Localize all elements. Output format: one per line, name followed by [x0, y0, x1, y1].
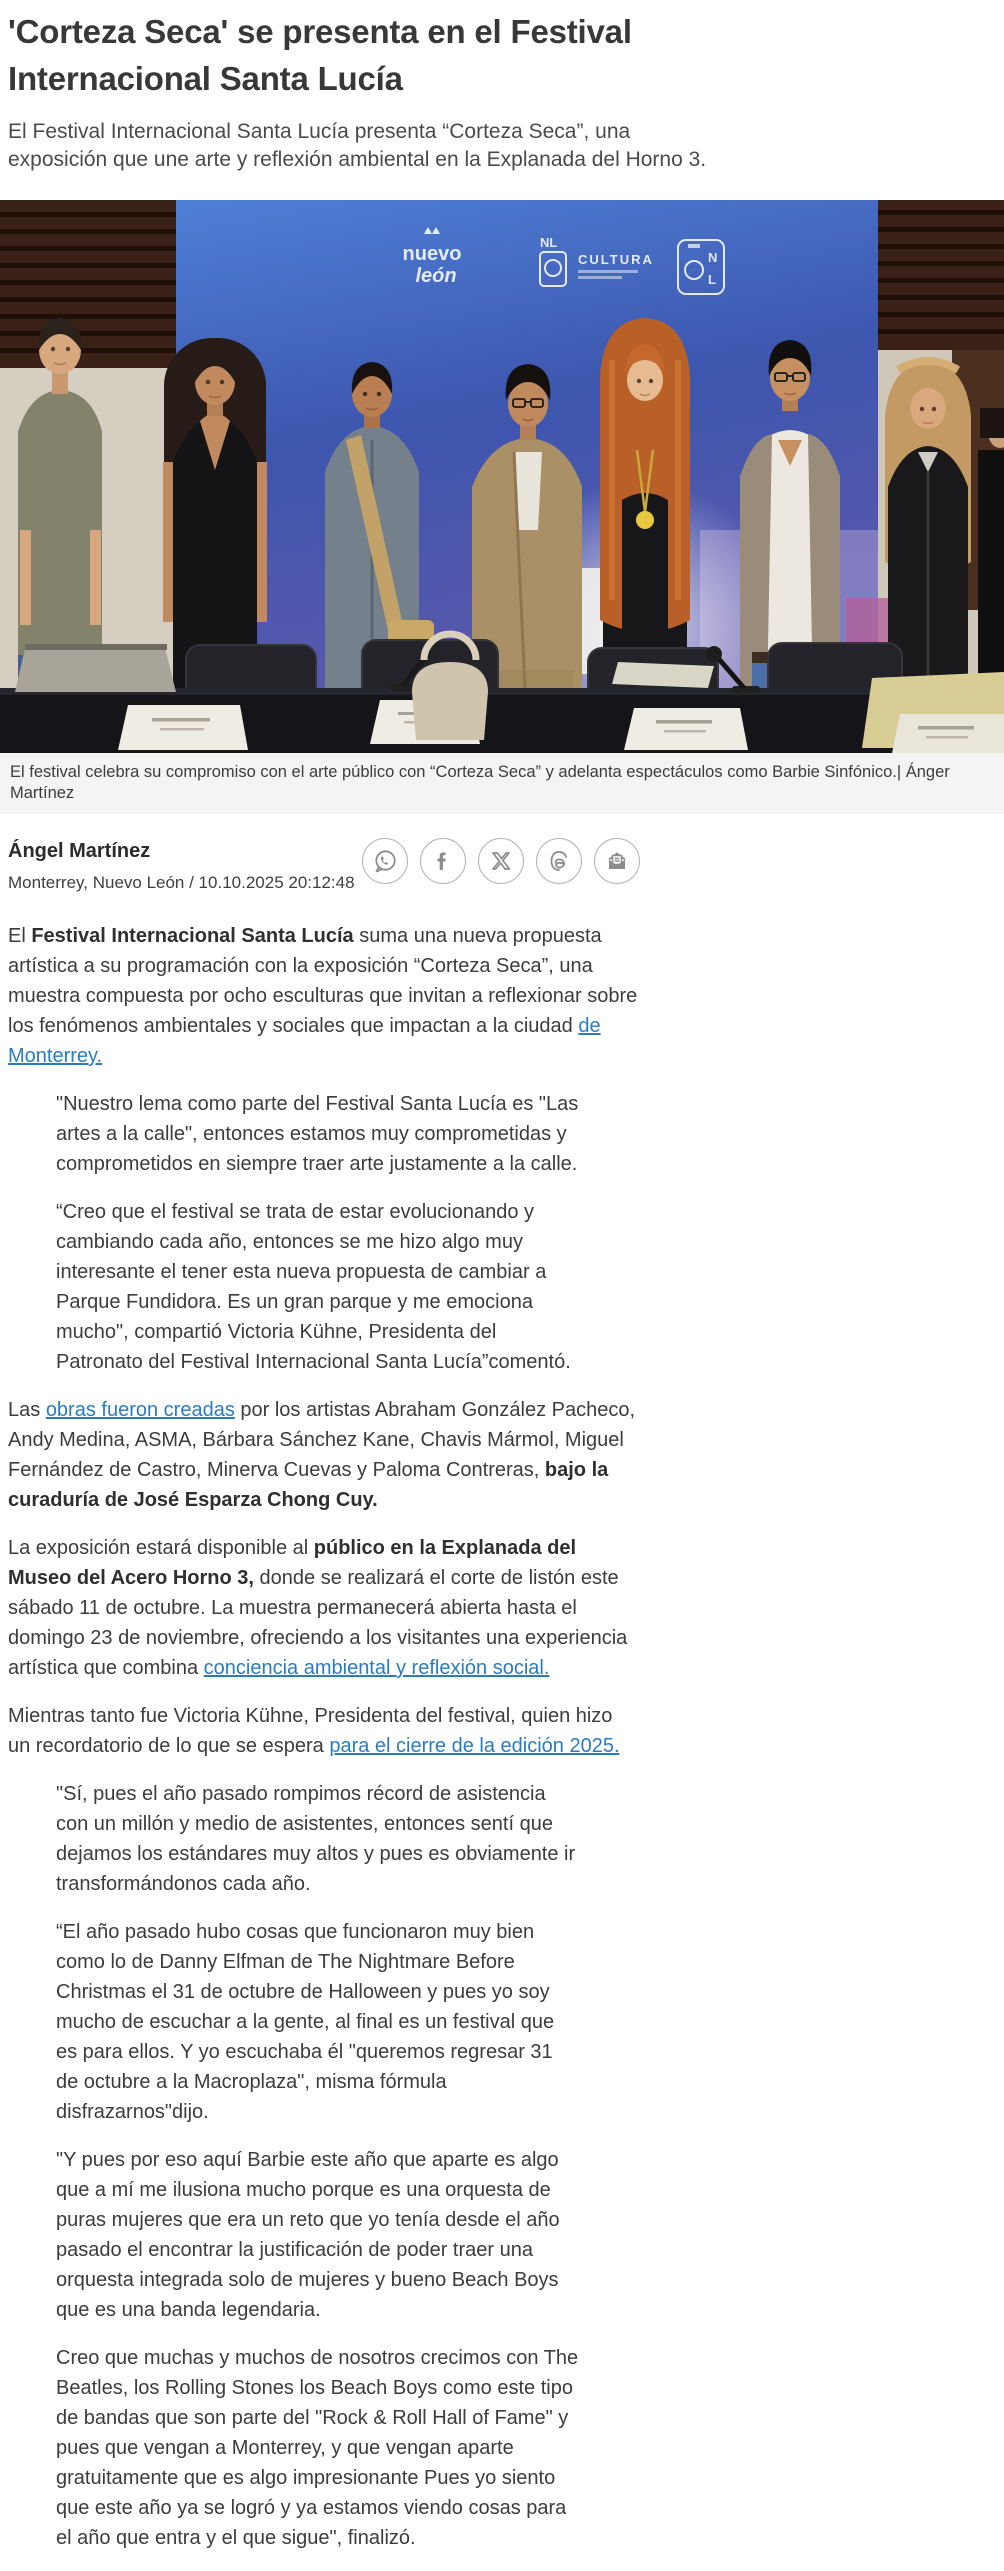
share-threads-button[interactable]	[536, 838, 582, 884]
inline-link[interactable]: de Monterrey.	[8, 1015, 601, 1067]
svg-text:CULTURA: CULTURA	[578, 252, 654, 267]
share-x-button[interactable]	[478, 838, 524, 884]
bold-text: Festival Internacional Santa Lucía	[31, 925, 354, 947]
text-segment: "Y pues por eso aquí Barbie este año que aparte es algo que a mí me ilusiona mucho porque es una orquesta de puras mujeres que era un reto que yo tenía desde el año pasado el encontrar la justificación de poder traer una orquesta integrada solo de mujeres y bueno Beach Boys que es una banda legendaria.	[56, 2149, 560, 2321]
text-segment: Creo que muchas y muchos de nosotros crecimos con The Beatles, los Rolling Stones los Beach Boys como este tipo de bandas que son parte del "Rock & Roll Hall of Fame" y pues que vengan a Monterrey, y que vengan aparte gratuitamente que es algo impresionante Pues yo siento que este año ya se logró y ya estamos viendo cosas para el año que entra y el que sigue", finalizó.	[56, 2347, 579, 2549]
article-paragraph	[8, 1533, 640, 1683]
dateline: Monterrey, Nuevo León / 10.10.2025 20:12:48	[8, 873, 355, 892]
text-segment: suma una nueva propuesta artística a su programación con la exposición “Corteza Seca”, una muestra compuesta por ocho esculturas que invitan a reflexionar sobre los fenómenos ambientales y sociales que impactan a la ciudad	[8, 925, 638, 1037]
press-photo	[0, 200, 1004, 753]
byline-row	[8, 836, 640, 893]
author-name: Ángel Martínez	[8, 840, 151, 862]
article-quote	[56, 1917, 580, 2127]
article-page	[0, 8, 1004, 2553]
svg-text:N: N	[708, 250, 718, 265]
press-photo-illustration	[0, 200, 1004, 753]
text-segment: Mientras tanto fue Victoria Kühne, Presidenta del festival, quien hizo un recordatorio de lo que se espera	[8, 1705, 613, 1757]
facebook-icon	[429, 847, 457, 875]
share-email-button[interactable]	[594, 838, 640, 884]
share-buttons	[362, 836, 640, 884]
article-quote	[56, 1089, 580, 1179]
article-quote	[56, 1197, 580, 1377]
article-subtitle: El Festival Internacional Santa Lucía presenta “Corteza Seca”, una exposición que une arte y reflexión ambiental en la Explanada del Horno 3.	[8, 120, 707, 171]
text-segment: La exposición estará disponible al	[8, 1537, 314, 1559]
svg-text:nuevo: nuevo	[402, 243, 462, 265]
share-whatsapp-button[interactable]	[362, 838, 408, 884]
text-segment: por los artistas Abraham González Pacheco, Andy Medina, ASMA, Bárbara Sánchez Kane, Chavis Mármol, Miguel Fernández de Castro, Minerva Cuevas y Paloma Contreras,	[8, 1399, 636, 1481]
article-quote	[56, 1779, 580, 1899]
inline-link[interactable]: conciencia ambiental y reflexión social.	[203, 1657, 550, 1679]
inline-link[interactable]: para el cierre de la edición 2025.	[329, 1735, 620, 1757]
laptop	[15, 648, 176, 692]
name-card	[118, 705, 248, 750]
threads-icon	[545, 847, 573, 875]
x-icon	[487, 847, 515, 875]
name-card	[624, 708, 748, 750]
article-paragraph	[8, 1701, 640, 1761]
svg-text:L: L	[708, 272, 716, 287]
svg-text:león: león	[415, 265, 457, 287]
text-segment: "Nuestro lema como parte del Festival Santa Lucía es "Las artes a la calle", entonces estamos muy comprometidas y comprometidos en siempre traer arte justamente a la calle.	[56, 1093, 579, 1175]
author-block	[8, 836, 355, 893]
inline-link[interactable]: obras fueron creadas	[45, 1399, 235, 1421]
page-title: 'Corteza Seca' se presenta en el Festival Internacional Santa Lucía	[8, 13, 632, 97]
article-paragraph	[8, 921, 640, 1071]
svg-text:NL: NL	[540, 235, 558, 250]
papers	[612, 662, 714, 688]
article-paragraph	[8, 1395, 640, 1515]
name-card	[892, 714, 1004, 753]
article-quote	[56, 2343, 580, 2553]
article-quote	[56, 2145, 580, 2325]
hero-figure	[0, 200, 1004, 814]
email-icon	[603, 847, 631, 875]
text-segment: Las	[8, 1399, 46, 1421]
share-facebook-button[interactable]	[420, 838, 466, 884]
bold-text: público en la Explanada del Museo del Acero Horno 3,	[8, 1537, 577, 1589]
bold-text: bajo la curaduría de José Esparza Chong Cuy.	[8, 1459, 609, 1511]
text-segment: donde se realizará el corte de listón este sábado 11 de octubre. La muestra permanecerá abierta hasta el domingo 23 de noviembre, ofreciendo a los visitantes una experiencia artística que combina	[8, 1567, 628, 1679]
text-segment: “El año pasado hubo cosas que funcionaron muy bien como lo de Danny Elfman de The Nightmare Before Christmas el 31 de octubre de Halloween y pues yo soy mucho de escuchar a la gente, al final es un festival que es para ellos. Y yo escuchaba él "queremos regresar 31 de octubre a la Macroplaza", misma fórmula disfrazarnos"dijo.	[56, 1921, 555, 2123]
text-segment: “Creo que el festival se trata de estar evolucionando y cambiando cada año, entonces se me hizo algo muy interesante el tener esta nueva propuesta de cambiar a Parque Fundidora. Es un gran parque y me emociona mucho", compartió Victoria Kühne, Presidenta del Patronato del Festival Internacional Santa Lucía”comentó.	[56, 1201, 571, 1373]
text-segment: "Sí, pues el año pasado rompimos récord de asistencia con un millón y medio de asistentes, entonces sentí que dejamos los estándares muy altos y pues es obviamente ir transformándonos cada año.	[56, 1783, 576, 1895]
text-segment: El	[8, 925, 32, 947]
whatsapp-icon	[371, 847, 399, 875]
photo-caption: El festival celebra su compromiso con el arte público con “Corteza Seca” y adelanta espectáculos como Barbie Sinfónico.| Ánger Martínez	[0, 753, 1004, 814]
wood-panel-right	[876, 200, 1004, 350]
wood-panel-left	[0, 200, 180, 368]
article-body	[8, 921, 640, 2553]
